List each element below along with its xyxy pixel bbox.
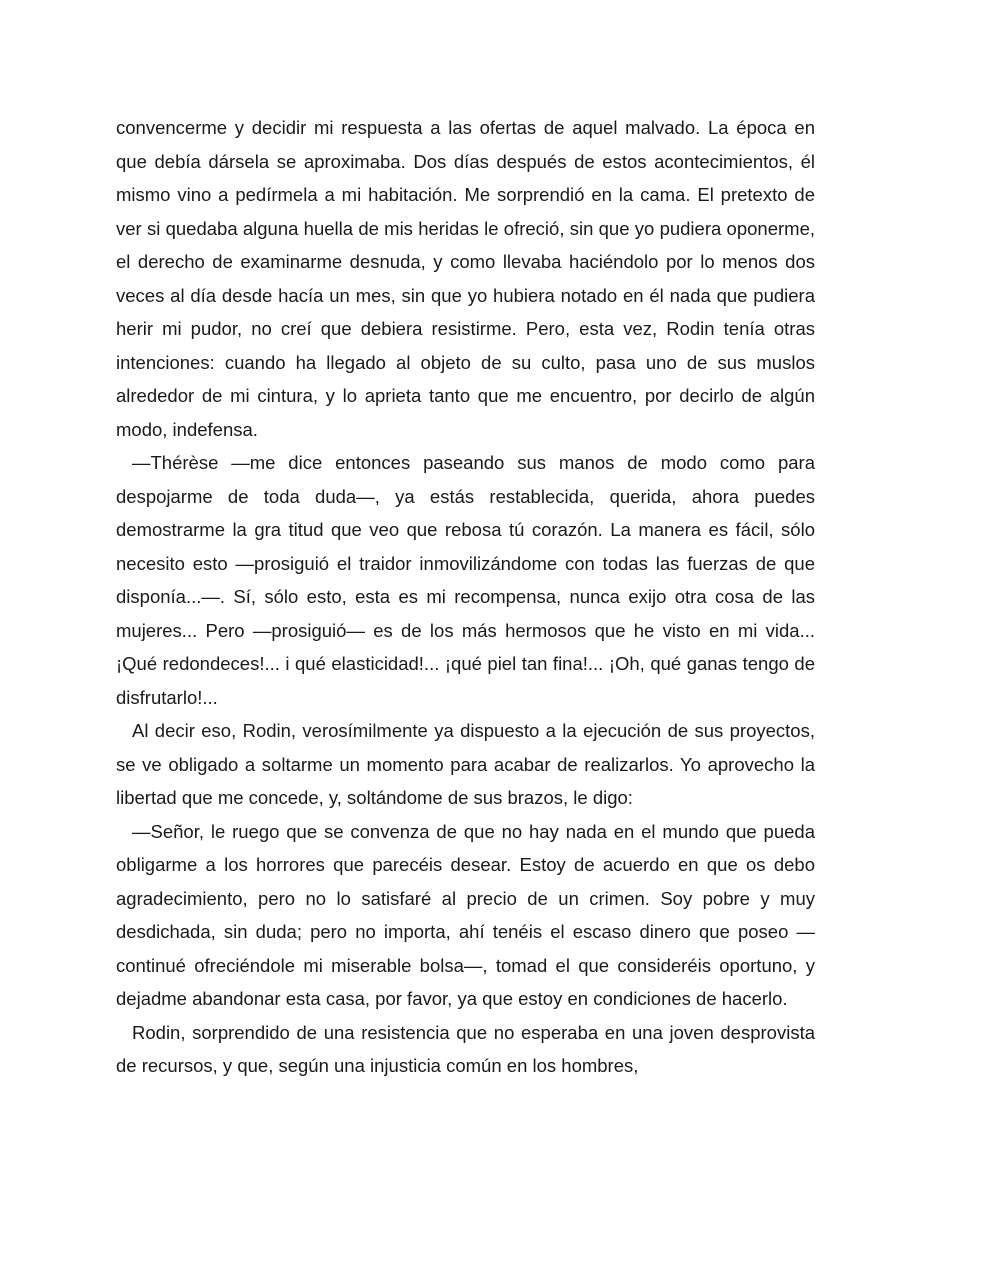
paragraph-4: —Señor, le ruego que se convenza de que no hay nada en el mundo que pueda obligarme a los horrores que parecéis desear. Estoy de acuerdo en que os debo agradecimiento, pero no lo satisfaré al precio de un crimen. Soy pobre y muy desdichada, sin duda; pero no importa, ahí tenéis el escaso dinero que poseo —continué ofreciéndole mi miserable bolsa—, tomad el que consideréis oportuno, y dejadme abandonar esta casa, por favor, ya que estoy en condiciones de hacerlo.	[116, 820, 815, 1009]
paragraph-2: —Thérèse —me dice entonces paseando sus manos de modo como para despojarme de toda duda—, ya estás restablecida, querida, ahora puedes demostrarme la gra titud que veo que rebosa tú corazón. La manera es fácil, sólo necesito esto —prosiguió el traidor inmovilizándome con todas las fuerzas de que disponía...—. Sí, sólo esto, esta es mi recompensa, nunca exijo otra cosa de las mujeres... Pero —prosiguió— es de los más hermosos que he visto en mi vida... ¡Qué redondeces!... i qué elasticidad!... ¡qué piel tan fina!... ¡Oh, qué ganas tengo de disfrutarlo!...	[116, 452, 815, 708]
paragraph-5: Rodin, sorprendido de una resistencia que no esperaba en una joven desprovista de recursos, y que, según una injusticia común en los hombres,	[116, 1021, 815, 1076]
paragraph-1: convencerme y decidir mi respuesta a las ofertas de aquel malvado. La época en que debía dársela se aproximaba. Dos días después de estos acontecimientos, él mismo vino a pedírmela a mi habitación. Me sorprendió en la cama. El pretexto de ver si quedaba alguna huella de mis heridas le ofreció, sin que yo pudiera oponerme, el derecho de examinarme desnuda, y como llevaba haciéndolo por lo menos dos veces al día desde hacía un mes, sin que yo hubiera notado en él nada que pudiera herir mi pudor, no creí que debiera resistirme. Pero, esta vez, Rodin tenía otras intenciones: cuando ha llegado al objeto de su culto, pasa uno de sus muslos alrededor de mi cintura, y lo aprieta tanto que me encuentro, por decirlo de algún modo, indefensa.	[116, 117, 815, 440]
document-page	[116, 111, 815, 1083]
paragraph-3: Al decir eso, Rodin, verosímilmente ya dispuesto a la ejecución de sus proyectos, se ve obligado a soltarme un momento para acabar de realizarlos. Yo aprovecho la libertad que me concede, y, soltándome de sus brazos, le digo:	[116, 720, 815, 808]
